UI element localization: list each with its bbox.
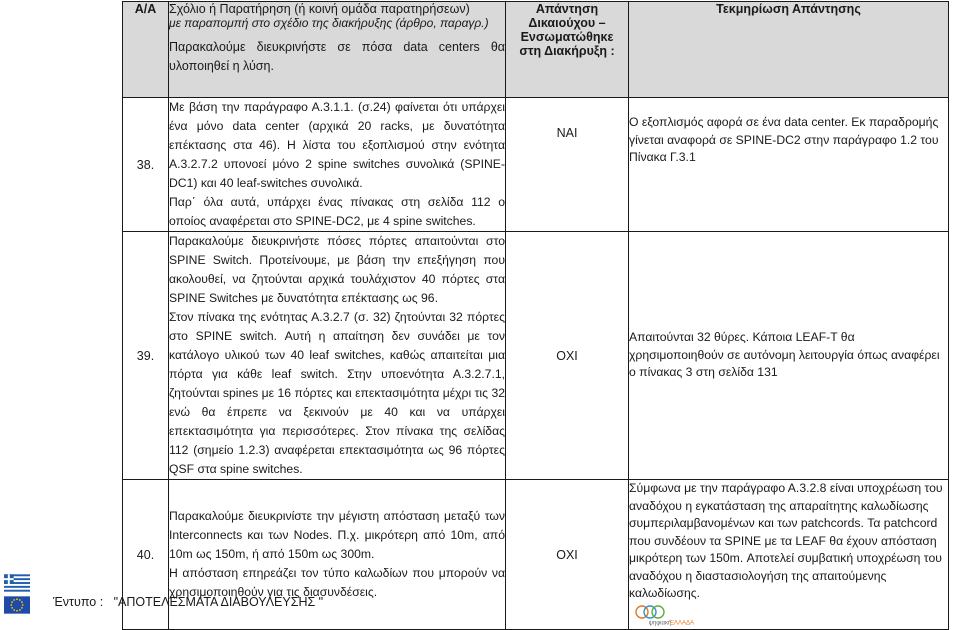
header-justification: Τεκμηρίωση Απάντησης: [629, 2, 949, 98]
comment-paragraph: Η απόσταση επηρεάζει τον τύπο καλωδίων που μπορούν να χρησιμοποιηθούν για τις διασυνδέσεις.: [169, 566, 505, 599]
digital-greece-logo: [610, 604, 710, 626]
comment-paragraph: Στον πίνακα της ενότητας Α.3.2.7 (σ. 32) ζητούνται 32 πόρτες στο SPINE switch. Αυτή η απαίτηση δεν συνάδει με τον κατάλογο υλικού των 40 leaf switches, καθώς απαιτείται μια πόρτα για κάθε leaf switch. Στην υποενότητα Α.3.2.7.1, ζητούνται spines με 16 πόρτες και επεκτασιμότητα μέχρι τις 32 ενώ θα έπρεπε να ξεκινούν με 40 και να υπάρχει επεκτασιμότητα για περισσότερες. Στον πίνακα της σελίδας 112 (σημείο 1.2.3) αναφέρεται επεκτασιμότητα ως 96 πόρτες QSF στα spine switches.: [169, 310, 505, 476]
row-number: 39.: [123, 232, 169, 480]
header-row: [123, 2, 949, 98]
comment-paragraph: Με βάση την παράγραφο Α.3.1.1. (σ.24) φαίνεται ότι υπάρχει ένα μόνο data center (αρχικά 20 racks, με δυνατότητα επέκτασης στα 46). Η λίστα του εξοπλισμού στην ενότητα Α.3.2.7.2 υπονοεί μόνο 2 spine switches συνολικά (SPINE-DC1) και 40 leaf-switches συνολικά.: [169, 100, 505, 190]
header-comment: [169, 2, 506, 98]
row-comment: [169, 232, 506, 480]
answer-value: ΟΧΙ: [556, 348, 578, 363]
row-number: 38.: [123, 98, 169, 232]
eu-flag-icon: [4, 596, 30, 614]
row-number: 40.: [123, 480, 169, 630]
footer-value: "ΑΠΟΤΕΛΕΣΜΑΤΑ ΔΙΑΒΟΥΛΕΥΣΗΣ ": [113, 595, 324, 609]
header-answer-line2: Δικαιούχου –: [528, 16, 606, 30]
form-label-footer: [53, 595, 323, 609]
justification-text: Απαιτούνται 32 θύρες. Κάποια LEAF-T θα χρησιμοποιηθούν σε αυτόνομη λειτουργία όπως αναφέρει ο πίνακας 3 στη σελίδα 131: [629, 330, 940, 380]
justification-text: Σύμφωνα με την παράγραφο Α.3.2.8 είναι υποχρέωση του αναδόχου η εγκατάσταση της απαραίτητης καλωδίωσης συμπεριλαμβανομένων και των patchcords. Τα patchcord που συνδέουν τα SPINE με τα LEAF θα έχουν απόσταση μικρότερη των 150m. Αποτελεί συμβατική υποχρέωση του αναδόχου η διαστασιολογήση της απαιτούμενης καλωδίωσης.: [629, 481, 943, 600]
header-answer-line3: Ενσωματώθηκε: [520, 30, 614, 44]
greek-flag-icon: [4, 574, 30, 592]
comment-paragraph: Παρακαλούμε διευκρινήστε πόσες πόρτες απαιτούνται στο SPINE Switch. Προτείνουμε, με βάση την επεξήγηση που ακολουθεί, να ζητούνται αρχικά τουλάχιστον 40 πόρτες στα SPINE Switches με δυνατότητα επέκτασης ως 96.: [169, 234, 505, 305]
svg-text:ψηφιακή: ψηφιακή: [648, 620, 672, 626]
consultation-table: [122, 1, 949, 630]
comment-paragraph: Παρακαλούμε διευκρινίστε την μέγιστη απόσταση μεταξύ των Interconnects και των Nodes. Π.χ. μικρότερη από 10m, από 10m ως 150m, ή από 150m ως 300m.: [169, 509, 505, 561]
header-answer-line1: Απάντηση: [535, 2, 599, 16]
justification-text: Ο εξοπλισμός αφορά σε ένα data center. Εκ παραδρομής γίνεται αναφορά σε SPINE-DC2 στην παράγραφο 1.2 του Πίνακα Γ.3.1: [629, 115, 939, 164]
header-comment-subtitle: με παραπομπή στο σχέδιο της διακήρυξης (άρθρο, παραγρ.): [169, 16, 489, 30]
row-answer: [506, 232, 629, 480]
svg-text:ΕΛΛΑΔΑ: ΕΛΛΑΔΑ: [669, 620, 695, 626]
row-justification: [629, 232, 949, 480]
answer-value: ΝΑΙ: [556, 126, 578, 140]
header-answer-line4: στη Διακήρυξη :: [519, 44, 615, 58]
header-comment-question: Παρακαλούμε διευκρινήστε σε πόσα data centers θα υλοποιηθεί η λύση.: [169, 40, 505, 73]
footer-label: Έντυπο :: [53, 595, 104, 609]
row-justification: [629, 98, 949, 232]
comment-paragraph: Παρ΄ όλα αυτά, υπάρχει ένας πίνακας στη σελίδα 112 ο οποίος αναφέρεται στο SPINE-DC2, με 4 spine switches.: [169, 195, 505, 228]
table-row: [123, 98, 949, 232]
table-row: [123, 232, 949, 480]
header-comment-title: Σχόλιο ή Παρατήρηση (ή κοινή ομάδα παρατηρήσεων): [169, 2, 470, 16]
row-comment: [169, 98, 506, 232]
header-aa: Α/Α: [123, 2, 169, 98]
answer-value: ΟΧΙ: [556, 547, 578, 562]
row-answer: [506, 98, 629, 232]
header-answer: [506, 2, 629, 98]
